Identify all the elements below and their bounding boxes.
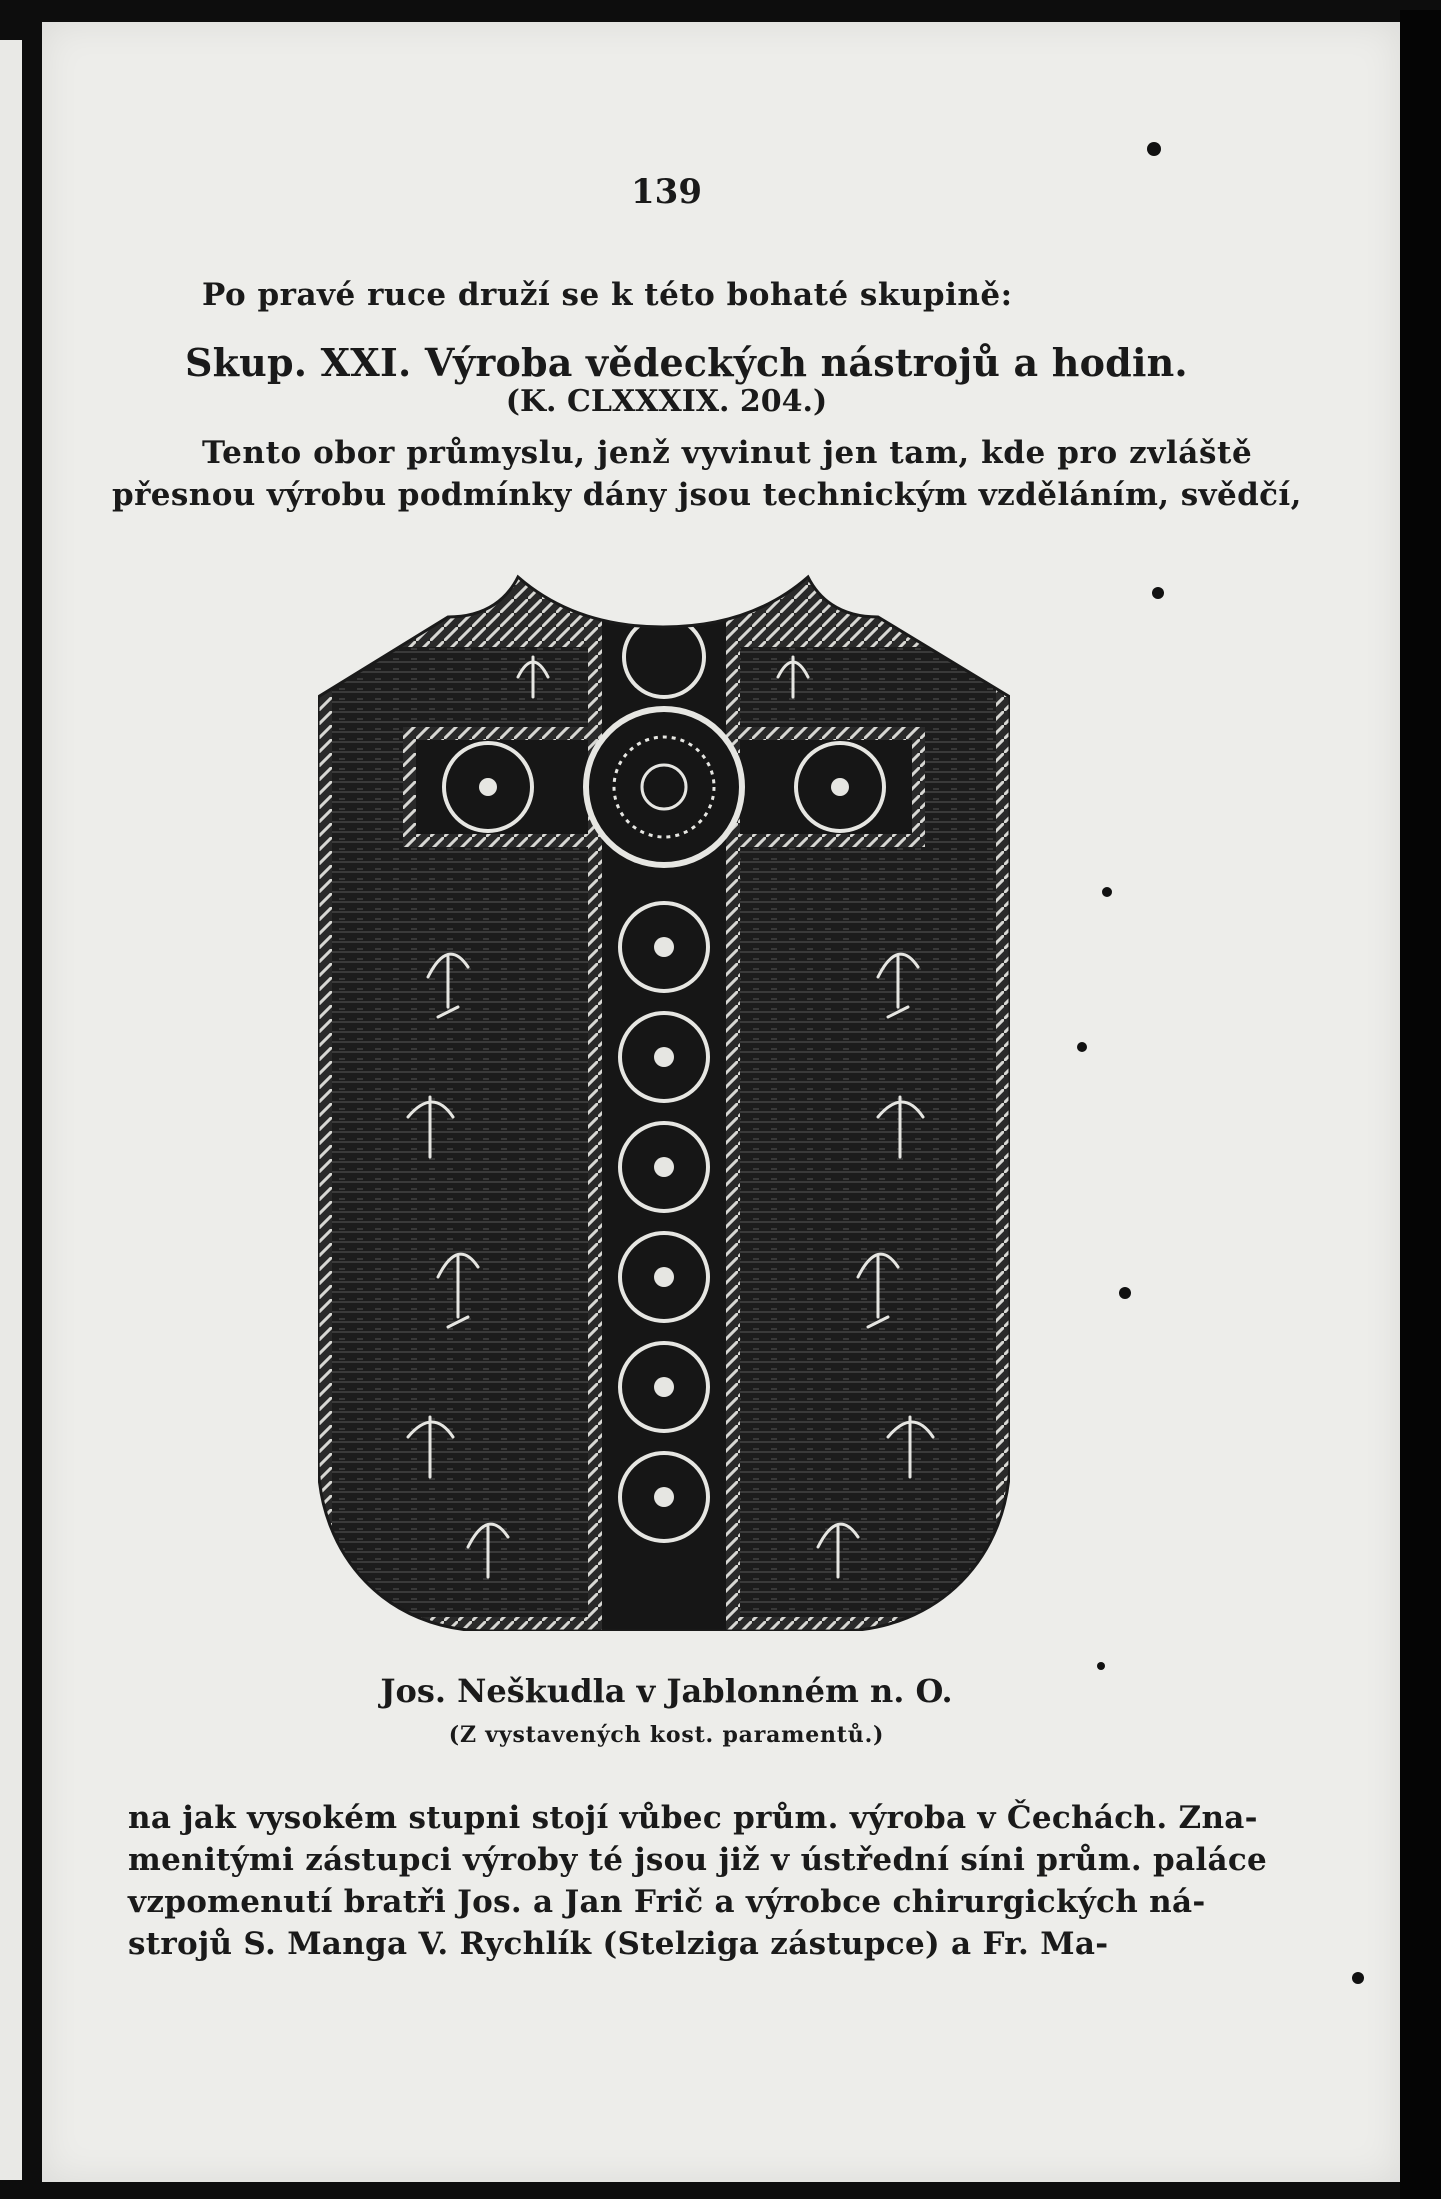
ink-speck <box>1152 587 1164 599</box>
paragraph-line: na jak vysokém stupni stojí vůbec prům. výroba v Čechách. Zna- <box>128 1800 1258 1836</box>
figure-subcaption: (Z vystavených kost. paramentů.) <box>448 1722 885 1748</box>
ink-speck <box>1352 1972 1364 1984</box>
chasuble-illustration <box>318 557 1010 1631</box>
paragraph-line: menitými zástupci výroby té jsou již v ústřední síni prům. paláce <box>128 1842 1268 1878</box>
section-reference: (K. CLXXXIX. 204.) <box>505 384 828 419</box>
ink-speck <box>1119 1287 1131 1299</box>
section-heading: Skup. XXI. Výroba vědeckých nástrojů a hodin. <box>185 340 1188 385</box>
previous-page-edge <box>0 40 22 2180</box>
paragraph-line: strojů S. Manga V. Rychlík (Stelziga zástupce) a Fr. Ma- <box>128 1926 1109 1962</box>
intro-line: Po pravé ruce druží se k této bohaté skupině: <box>202 277 1013 313</box>
figure-caption: Jos. Neškudla v Jablonném n. O. <box>380 1672 953 1710</box>
scan-right-border <box>1400 10 1441 2199</box>
book-page <box>42 22 1400 2182</box>
ink-speck <box>1102 887 1112 897</box>
page-number: 139 <box>631 172 702 212</box>
paragraph-line: Tento obor průmyslu, jenž vyvinut jen tam, kde pro zvláště <box>202 435 1253 471</box>
ink-speck <box>1077 1042 1087 1052</box>
ink-speck <box>1097 1662 1105 1670</box>
ink-speck <box>1147 142 1161 156</box>
paragraph-line: přesnou výrobu podmínky dány jsou technickým vzděláním, svědčí, <box>112 477 1302 513</box>
paragraph-line: vzpomenutí bratři Jos. a Jan Frič a výrobce chirurgických ná- <box>128 1884 1206 1920</box>
